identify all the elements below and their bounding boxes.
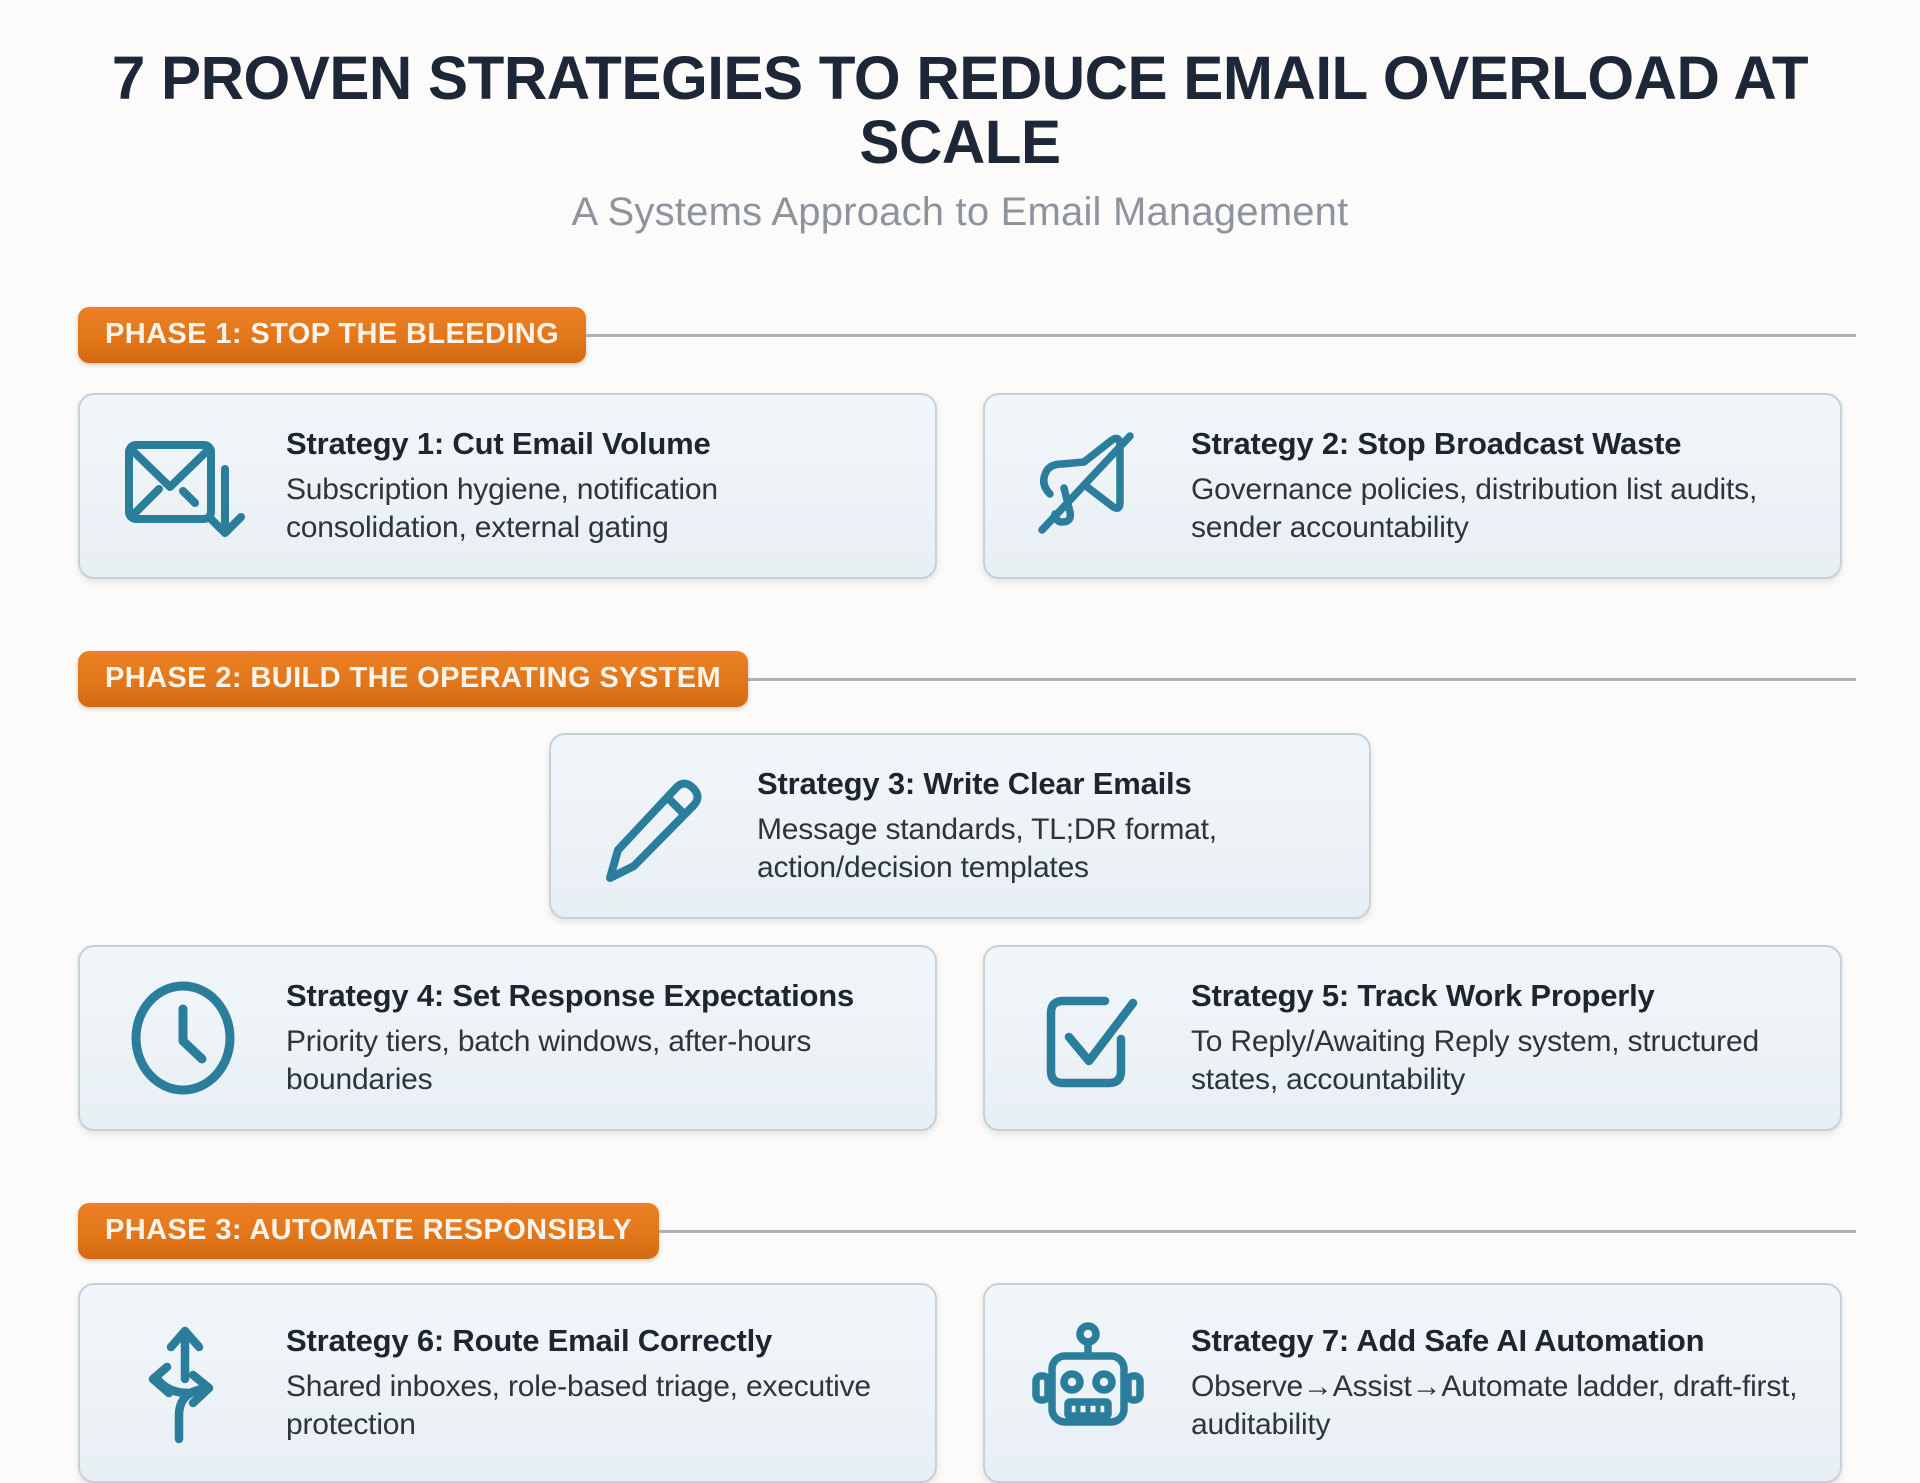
strategy-1-title: Strategy 1: Cut Email Volume [286, 425, 711, 461]
strategy-7-description: Observe→Assist→Automate ladder, draft-first, auditability [1191, 1369, 1798, 1441]
strategy-4-description: Priority tiers, batch windows, after-hours boundaries [286, 1024, 812, 1096]
strategy-5-description: To Reply/Awaiting Reply system, structured states, accountability [1191, 1024, 1759, 1096]
robot-icon [1015, 1320, 1161, 1446]
strategy-1-text [286, 426, 905, 547]
strategy-2-description: Governance policies, distribution list audits, sender accountability [1191, 472, 1758, 544]
phase-3-header [78, 1203, 1842, 1259]
page-subtitle: A Systems Approach to Email Management [571, 190, 1349, 235]
strategy-2-text [1191, 426, 1810, 547]
strategy-6-title: Strategy 6: Route Email Correctly [286, 1322, 773, 1358]
strategy-3-title: Strategy 3: Write Clear Emails [757, 765, 1192, 801]
phase-2-header [78, 651, 1842, 707]
strategy-5-text [1191, 978, 1810, 1099]
phase-1-header [78, 307, 1842, 363]
strategy-6-card [78, 1283, 937, 1483]
clock-icon [110, 975, 256, 1101]
strategy-3-description: Message standards, TL;DR format, action/decision templates [757, 812, 1217, 884]
page-title: 7 PROVEN STRATEGIES TO REDUCE EMAIL OVERLOAD AT SCALE [111, 44, 1809, 177]
strategy-2-card [983, 393, 1842, 579]
strategy-3-card [549, 733, 1371, 919]
strategy-4-card [78, 945, 937, 1131]
strategy-7-title: Strategy 7: Add Safe AI Automation [1191, 1322, 1705, 1358]
phase-2-card-row [78, 945, 1842, 1131]
phase-3-card-row [78, 1283, 1842, 1483]
checkbox-check-icon [1015, 979, 1161, 1097]
envelope-arrow-down-icon [110, 427, 256, 545]
strategy-1-description: Subscription hygiene, notification consolidation, external gating [286, 472, 718, 544]
strategy-5-card [983, 945, 1842, 1131]
muted-megaphone-icon [1015, 426, 1161, 546]
strategy-3-text [757, 766, 1339, 887]
phase-3-badge: PHASE 3: AUTOMATE RESPONSIBLY [78, 1203, 659, 1259]
phase-1-divider-line [586, 334, 1856, 337]
strategy-4-text [286, 978, 905, 1099]
strategy-1-card [78, 393, 937, 579]
phase-3-divider-line [659, 1230, 1856, 1233]
phase-2-divider-line [748, 678, 1856, 681]
phase-1-badge: PHASE 1: STOP THE BLEEDING [78, 307, 586, 363]
strategy-6-text [286, 1323, 905, 1444]
strategy-6-description: Shared inboxes, role-based triage, executive protection [286, 1369, 871, 1441]
strategy-7-card [983, 1283, 1842, 1483]
strategy-2-title: Strategy 2: Stop Broadcast Waste [1191, 425, 1682, 461]
pencil-icon [581, 766, 727, 886]
strategy-7-text [1191, 1323, 1810, 1444]
split-arrows-icon [110, 1319, 256, 1447]
strategy-5-title: Strategy 5: Track Work Properly [1191, 977, 1655, 1013]
phase-1-card-row [78, 393, 1842, 579]
strategy-4-title: Strategy 4: Set Response Expectations [286, 977, 855, 1013]
phase-2-badge: PHASE 2: BUILD THE OPERATING SYSTEM [78, 651, 748, 707]
